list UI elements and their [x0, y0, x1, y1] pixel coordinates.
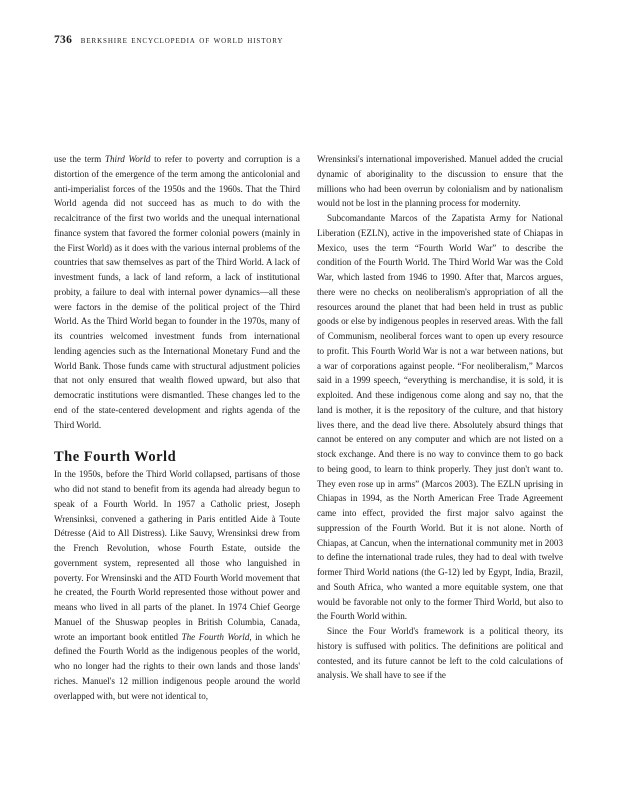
italic-title-run: The Fourth World, [181, 631, 252, 642]
text-run: In the 1950s, before the Third World collapsed, partisans of those who did not stand to benefit from its agenda had already begun to speak of a Fourth World. In 1957 a Catholic priest, Joseph Wrensinksi, convened a gathering in Paris entitled Aide à Toute Détresse (Aid to All Distress). Like Sauvy, Wrensinksi drew from the French Revolution, whose Fourth Estate, outside the government system, represented all those who languished in poverty. For Wrensinski and the ATD Fourth World movement that he created, the Fourth World represented those without power and means who lived in all parts of the planet. In 1974 Chief George Manuel of the Shuswap peoples in British Columbia, Canada, wrote an important book entitled [54, 469, 300, 642]
section-heading-fourth-world: The Fourth World [54, 449, 177, 466]
right-column [317, 152, 563, 683]
right-paragraph-3 [317, 624, 563, 683]
text-run: Since the Four World's framework is a political theory, its history is suffused with politics. The definitions are political and contested, and its future cannot be left to the cold calculations of analysis. We shall have to see if the [317, 626, 563, 681]
right-paragraph-1 [317, 152, 563, 211]
right-paragraph-2 [317, 211, 563, 624]
running-title: berkshire encyclopedia of world history [80, 35, 284, 46]
text-run: to refer to poverty and corruption is a distortion of the emergence of the term among the anticolonial and anti-imperialist forces of the 1950s and the 1960s. That the Third World agenda did not succeed has as much to do with the recalcitrance of the first two worlds and the unequal international finance system that favored the former colonial powers (mainly in the First World) as it does with the various internal problems of the countries that saw themselves as part of the Third World. A lack of investment funds, a lack of land reform, a lack of institutional probity, a failure to deal with internal power dynamics—all these were factors in the demise of the political project of the Third World. As the Third World began to founder in the 1970s, many of its countries welcomed investment funds from international lending agencies such as the International Monetary Fund and the World Bank. Those funds came with structural adjustment policies that not only ensured that wealth flowed upward, but also that democratic institutions were dismantled. These changes led to the end of the state-centered development and rights agenda of the Third World. [54, 154, 301, 430]
text-run: Subcomandante Marcos of the Zapatista Army for National Liberation (EZLN), active in the impoverished state of Chiapas in Mexico, uses the term “Fourth World War” to describe the condition of the Fourth World. The Third World War was the Cold War, which lasted from 1946 to 1990. After that, Marcos argues, there were no checks on neoliberalism's appropriation of all the resources around the planet that had been held in trust as public goods or else by indigenous peoples in reserved areas. With the fall of Communism, neoliberal forces want to open up every resource to profit. This Fourth World War is not a war between nations, but a war of corporations against people. “For neoliberalism,” Marcos said in a 1999 speech, “everything is merchandise, it is sold, it is exploited. And these indigenous come along and say no, that the land is mother, it is the repository of the culture, and that history lives there, and the dead live there. Absolutely absurd things that cannot be entered on any computer and which are not listed on a stock exchange. And there is no way to convince them to go back to being good, to learn to think properly. They just don't want to. They even rose up in arms” (Marcos 2003). The EZLN uprising in Chiapas in 1994, as the North American Free Trade Agreement came into effect, provided the first major salvo against the suppression of the Fourth World. But it is not alone. North of Chiapas, at Cancun, when the international community met in 2003 to define the international trade rules, they had to deal with twelve former Third World nations (the G-12) led by Egypt, India, Brazil, and South Africa, who wanted a more equitable system, one that would be favorable not only to the former Third World, but also to the Fourth World within. [317, 213, 563, 622]
text-run: use the term [54, 154, 105, 164]
left-paragraph-1 [54, 152, 300, 432]
running-head [54, 34, 283, 46]
left-column [54, 152, 300, 703]
text-run: in which he defined the Fourth World as the indigenous peoples of the world, who no longer had the rights to their own lands and those lands' riches. Manuel's 12 million indigenous people around the world overlapped with, but were not identical to, [54, 631, 300, 701]
text-run: Wrensinksi's international impoverished. Manuel added the crucial dynamic of aboriginality to the discussion to ensure that the millions who had been overrun by colonialism and by nationalism would not be lost in the planning process for modernity. [317, 154, 563, 209]
page-number: 736 [54, 34, 73, 46]
italic-title-run: Third World [104, 154, 151, 164]
left-paragraph-2 [54, 467, 300, 703]
